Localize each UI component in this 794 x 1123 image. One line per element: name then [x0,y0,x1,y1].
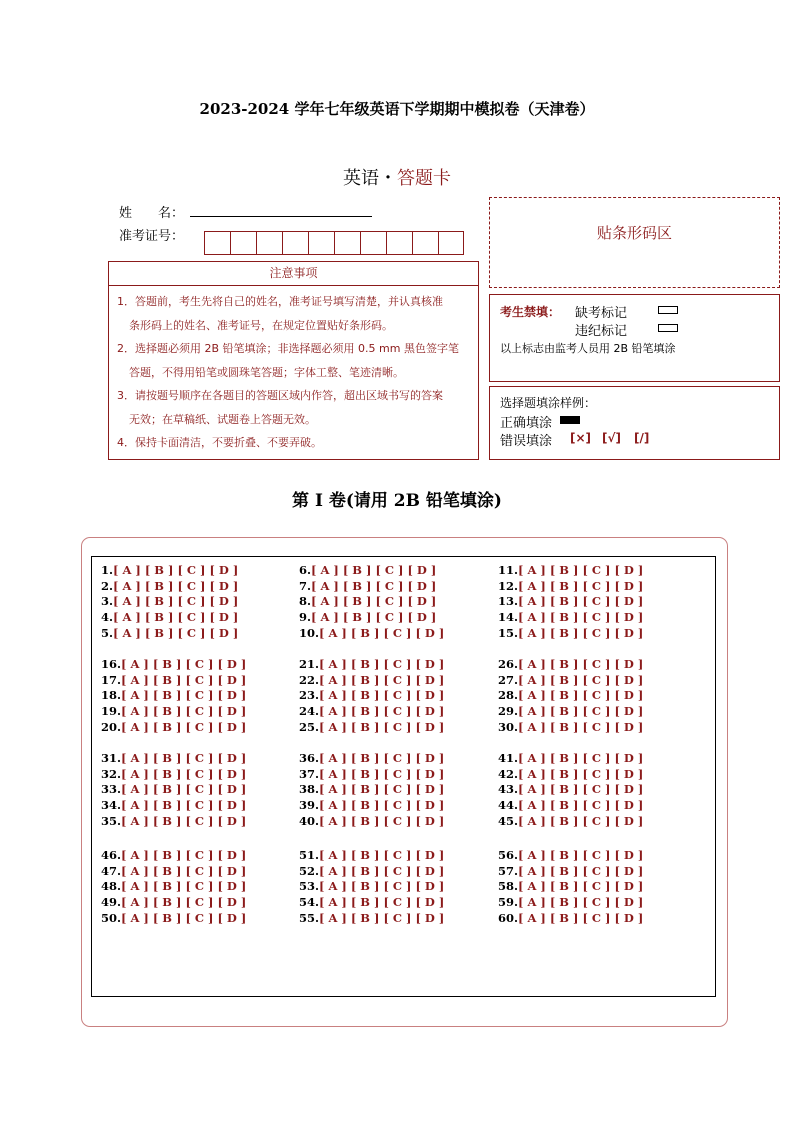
question-number: 38. [299,782,320,797]
answer-options[interactable]: [ A ] [ B ] [ C ] [ D ] [518,895,644,910]
answer-options[interactable]: [ A ] [ B ] [ C ] [ D ] [319,672,445,687]
question-row[interactable] [498,848,643,862]
question-number: 1. [101,563,114,577]
question-row[interactable] [101,767,246,781]
question-number: 30. [498,719,519,734]
question-row[interactable] [101,782,246,796]
notice-line: 4．保持卡面清洁，不要折叠、不要弄破。 [117,436,322,449]
question-number: 7. [299,578,312,593]
notice-title: 注意事项 [109,262,478,286]
exam-id-cell[interactable] [386,231,412,255]
question-row[interactable] [101,673,246,687]
question-number: 46. [101,848,122,862]
question-number: 53. [299,879,320,894]
answer-options[interactable]: [ A ] [ B ] [ C ] [ D ] [121,688,247,703]
question-number: 34. [101,798,122,813]
fill-sample-box [489,386,780,460]
notice-line: 3．请按题号顺序在各题目的答题区域内作答，超出区域书写的答案 [117,389,443,402]
answer-options[interactable]: [ A ] [ B ] [ C ] [ D ] [518,594,644,609]
name-label: 姓 名： [119,206,185,221]
answer-options[interactable]: [ A ] [ B ] [ C ] [ D ] [121,657,247,671]
question-row[interactable] [498,767,643,781]
question-number: 6. [299,563,312,577]
question-row[interactable] [498,782,643,796]
question-number: 8. [299,594,312,609]
answer-options[interactable]: [ A ] [ B ] [ C ] [ D ] [121,813,247,828]
question-number: 21. [299,657,320,671]
wrong-fill-label: 错误填涂 [500,434,553,449]
question-row[interactable] [498,814,643,828]
answer-options[interactable]: [ A ] [ B ] [ C ] [ D ] [319,798,445,813]
question-row[interactable] [101,720,246,734]
question-row[interactable] [299,563,436,577]
answer-options[interactable]: [ A ] [ B ] [ C ] [ D ] [121,782,247,797]
question-row[interactable] [498,594,643,608]
question-row[interactable] [101,563,238,577]
question-row[interactable] [498,610,643,624]
answer-options[interactable]: [ A ] [ B ] [ C ] [ D ] [319,863,445,878]
question-number: 26. [498,657,519,671]
question-row[interactable] [101,688,246,702]
question-row[interactable] [299,767,444,781]
answer-options[interactable]: [ A ] [ B ] [ C ] [ D ] [518,625,644,640]
question-number: 35. [101,813,122,828]
question-number: 22. [299,672,320,687]
answer-options[interactable]: [ A ] [ B ] [ C ] [ D ] [518,782,644,797]
question-number: 10. [299,625,320,640]
question-row[interactable] [498,864,643,878]
answer-options[interactable]: [ A ] [ B ] [ C ] [ D ] [121,798,247,813]
answer-options[interactable]: [ A ] [ B ] [ C ] [ D ] [518,657,644,671]
question-number: 28. [498,688,519,703]
answer-options[interactable]: [ A ] [ B ] [ C ] [ D ] [518,610,644,625]
question-number: 55. [299,910,320,925]
question-number: 52. [299,863,320,878]
answer-options[interactable]: [ A ] [ B ] [ C ] [ D ] [319,813,445,828]
answer-options[interactable]: [ A ] [ B ] [ C ] [ D ] [113,610,239,625]
exam-id-cell[interactable] [412,231,438,255]
answer-options[interactable]: [ A ] [ B ] [ C ] [ D ] [518,879,644,894]
question-row[interactable] [101,594,238,608]
proctor-note: 以上标志由监考人员用 2B 铅笔填涂 [500,342,676,355]
question-number: 57. [498,863,519,878]
question-number: 18. [101,688,122,703]
question-number: 40. [299,813,320,828]
notice-line: 无效；在草稿纸、试题卷上答题无效。 [129,412,316,426]
exam-id-cell[interactable] [256,231,282,255]
question-row[interactable] [101,626,238,640]
exam-id-cell[interactable] [334,231,360,255]
question-number: 24. [299,704,320,719]
card-title-subject: 英语・ [343,168,397,189]
question-number: 43. [498,782,519,797]
question-number: 31. [101,751,122,765]
question-row[interactable] [299,594,436,608]
question-number: 44. [498,798,519,813]
answer-options[interactable]: [ A ] [ B ] [ C ] [ D ] [121,863,247,878]
question-row[interactable] [299,720,444,734]
question-number: 5. [101,625,114,640]
wrong-fill-example: [×] [570,431,592,445]
answer-options[interactable]: [ A ] [ B ] [ C ] [ D ] [518,798,644,813]
question-row[interactable] [101,798,246,812]
question-row[interactable] [299,704,444,718]
question-number: 60. [498,910,519,925]
answer-options[interactable]: [ A ] [ B ] [ C ] [ D ] [121,719,247,734]
name-input-line[interactable] [190,216,372,217]
proctor-only-box [489,294,780,382]
question-row[interactable] [101,704,246,718]
exam-id-cell[interactable] [360,231,386,255]
absent-mark-label: 缺考标记 [575,306,628,321]
answer-options[interactable]: [ A ] [ B ] [ C ] [ D ] [121,895,247,910]
question-row[interactable] [299,657,444,671]
question-row[interactable] [498,798,643,812]
question-row[interactable] [299,798,444,812]
question-number: 25. [299,719,320,734]
notice-box [108,261,479,460]
question-row[interactable] [101,895,246,909]
question-row[interactable] [498,704,643,718]
answer-options[interactable]: [ A ] [ B ] [ C ] [ D ] [113,594,239,609]
question-row[interactable] [101,879,246,893]
question-row[interactable] [498,720,643,734]
answer-options[interactable]: [ A ] [ B ] [ C ] [ D ] [121,704,247,719]
answer-options[interactable]: [ A ] [ B ] [ C ] [ D ] [113,625,239,640]
answer-options[interactable]: [ A ] [ B ] [ C ] [ D ] [518,704,644,719]
question-number: 51. [299,848,320,862]
answer-options[interactable]: [ A ] [ B ] [ C ] [ D ] [319,719,445,734]
question-number: 12. [498,578,519,593]
answer-options[interactable]: [ A ] [ B ] [ C ] [ D ] [319,657,445,671]
notice-line: 答题，不得用铅笔或圆珠笔答题；字体工整、笔迹清晰。 [129,365,404,379]
question-row[interactable] [299,895,444,909]
question-number: 45. [498,813,519,828]
answer-options[interactable]: [ A ] [ B ] [ C ] [ D ] [319,766,445,781]
question-number: 41. [498,751,519,765]
question-row[interactable] [498,563,643,577]
answer-options[interactable]: [ A ] [ B ] [ C ] [ D ] [121,879,247,894]
question-number: 39. [299,798,320,813]
question-row[interactable] [299,814,444,828]
exam-id-cell[interactable] [230,231,256,255]
answer-options[interactable]: [ A ] [ B ] [ C ] [ D ] [319,879,445,894]
wrong-fill-example: [/] [634,431,650,445]
answer-options[interactable]: [ A ] [ B ] [ C ] [ D ] [121,672,247,687]
question-number: 23. [299,688,320,703]
question-number: 32. [101,766,122,781]
answer-options[interactable]: [ A ] [ B ] [ C ] [ D ] [518,719,644,734]
answer-options[interactable]: [ A ] [ B ] [ C ] [ D ] [319,848,445,862]
question-number: 11. [498,563,519,577]
question-number: 9. [299,610,312,625]
question-row[interactable] [299,626,444,640]
question-number: 48. [101,879,122,894]
question-row[interactable] [101,657,246,671]
exam-id-boxes[interactable] [204,231,464,255]
answer-options[interactable]: [ A ] [ B ] [ C ] [ D ] [518,863,644,878]
question-number: 37. [299,766,320,781]
answer-options[interactable]: [ A ] [ B ] [ C ] [ D ] [319,704,445,719]
answer-options[interactable]: [ A ] [ B ] [ C ] [ D ] [113,578,239,593]
question-number: 49. [101,895,122,910]
answer-options[interactable]: [ A ] [ B ] [ C ] [ D ] [311,563,437,577]
question-row[interactable] [101,814,246,828]
question-row[interactable] [498,688,643,702]
exam-id-cell[interactable] [282,231,308,255]
question-row[interactable] [498,626,643,640]
question-number: 27. [498,672,519,687]
question-row[interactable] [101,864,246,878]
answer-options[interactable]: [ A ] [ B ] [ C ] [ D ] [311,610,437,625]
question-number: 15. [498,625,519,640]
violation-mark-label: 违纪标记 [575,324,628,339]
question-number: 2. [101,578,114,593]
exam-id-label: 准考证号： [119,229,185,244]
question-number: 47. [101,863,122,878]
answer-options[interactable]: [ A ] [ B ] [ C ] [ D ] [518,751,644,765]
question-row[interactable] [498,579,643,593]
answer-options[interactable]: [ A ] [ B ] [ C ] [ D ] [319,751,445,765]
answer-options[interactable]: [ A ] [ B ] [ C ] [ D ] [113,563,239,577]
question-row[interactable] [498,751,643,765]
notice-body [109,286,478,455]
answer-options[interactable]: [ A ] [ B ] [ C ] [ D ] [121,910,247,925]
notice-line: 1．答题前，考生先将自己的姓名，准考证号填写清楚，并认真核准 [117,295,443,308]
question-number: 29. [498,704,519,719]
question-row[interactable] [299,673,444,687]
answer-options[interactable]: [ A ] [ B ] [ C ] [ D ] [518,910,644,925]
answer-options[interactable]: [ A ] [ B ] [ C ] [ D ] [319,782,445,797]
question-row[interactable] [299,610,436,624]
question-number: 54. [299,895,320,910]
exam-id-cell[interactable] [308,231,334,255]
wrong-fill-example: [√] [602,431,621,445]
question-number: 42. [498,766,519,781]
answer-options[interactable]: [ A ] [ B ] [ C ] [ D ] [518,578,644,593]
question-row[interactable] [101,911,246,925]
answer-options[interactable]: [ A ] [ B ] [ C ] [ D ] [518,813,644,828]
answer-options[interactable]: [ A ] [ B ] [ C ] [ D ] [319,910,445,925]
notice-line: 条形码上的姓名、准考证号，在规定位置贴好条形码。 [129,318,393,332]
document-title: 2023-2024 学年七年级英语下学期期中模拟卷（天津卷） [199,100,595,118]
answer-options[interactable]: [ A ] [ B ] [ C ] [ D ] [518,688,644,703]
violation-mark-box[interactable] [658,324,678,332]
answer-options[interactable]: [ A ] [ B ] [ C ] [ D ] [518,563,644,577]
question-number: 33. [101,782,122,797]
answer-options[interactable]: [ A ] [ B ] [ C ] [ D ] [518,672,644,687]
question-number: 59. [498,895,519,910]
question-row[interactable] [498,911,643,925]
question-row[interactable] [498,895,643,909]
answer-card-title [0,164,794,190]
question-row[interactable] [498,879,643,893]
barcode-label: 贴条形码区 [596,224,672,242]
question-number: 58. [498,879,519,894]
exam-id-cell[interactable] [438,231,464,255]
question-number: 50. [101,910,122,925]
question-row[interactable] [299,864,444,878]
answer-options[interactable]: [ A ] [ B ] [ C ] [ D ] [121,848,247,862]
question-number: 14. [498,610,519,625]
exam-id-cell[interactable] [204,231,230,255]
question-row[interactable] [299,751,444,765]
question-number: 13. [498,594,519,609]
question-number: 36. [299,751,320,765]
fill-sample-title: 选择题填涂样例： [500,396,597,410]
correct-fill-example [560,416,580,424]
question-number: 4. [101,610,114,625]
question-row[interactable] [299,782,444,796]
question-number: 16. [101,657,122,671]
question-number: 3. [101,594,114,609]
section-title: 第 I 卷(请用 2B 铅笔填涂) [292,491,502,511]
question-number: 19. [101,704,122,719]
question-number: 17. [101,672,122,687]
answer-options[interactable]: [ A ] [ B ] [ C ] [ D ] [319,625,445,640]
question-row[interactable] [299,848,444,862]
question-row[interactable] [299,579,436,593]
notice-line: 2．选择题必须用 2B 铅笔填涂；非选择题必须用 0.5 mm 黑色签字笔 [117,342,459,355]
answer-options[interactable]: [ A ] [ B ] [ C ] [ D ] [319,895,445,910]
question-row[interactable] [299,879,444,893]
question-row[interactable] [101,751,246,765]
answer-options[interactable]: [ A ] [ B ] [ C ] [ D ] [518,766,644,781]
question-row[interactable] [101,848,246,862]
question-row[interactable] [299,911,444,925]
answer-options[interactable]: [ A ] [ B ] [ C ] [ D ] [518,848,644,862]
question-row[interactable] [299,688,444,702]
absent-mark-box[interactable] [658,306,678,314]
question-row[interactable] [498,657,643,671]
question-row[interactable] [101,579,238,593]
card-title-card: 答题卡 [397,168,451,189]
question-number: 56. [498,848,519,862]
correct-fill-label: 正确填涂 [500,416,553,431]
answer-options[interactable]: [ A ] [ B ] [ C ] [ D ] [319,688,445,703]
answer-options[interactable]: [ A ] [ B ] [ C ] [ D ] [311,578,437,593]
question-row[interactable] [101,610,238,624]
answer-options[interactable]: [ A ] [ B ] [ C ] [ D ] [121,766,247,781]
question-number: 20. [101,719,122,734]
proctor-only-label: 考生禁填： [500,305,561,319]
answer-options[interactable]: [ A ] [ B ] [ C ] [ D ] [311,594,437,609]
answer-options[interactable]: [ A ] [ B ] [ C ] [ D ] [121,751,247,765]
barcode-area [489,197,780,288]
question-row[interactable] [498,673,643,687]
